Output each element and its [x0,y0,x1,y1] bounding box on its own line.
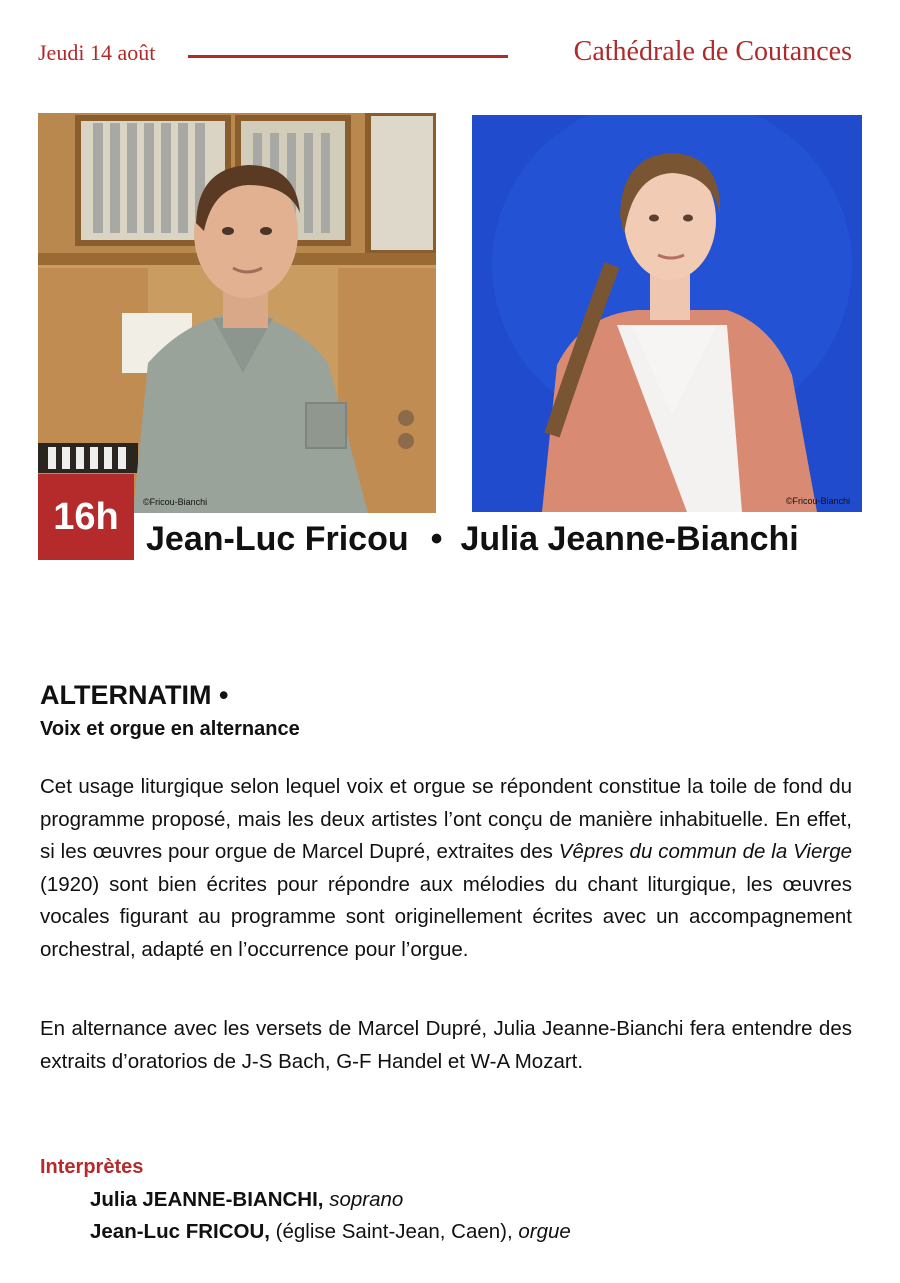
program-description [40,771,852,966]
interprete-item [90,1188,403,1212]
program-title: ALTERNATIM • [40,680,229,710]
concert-date: Jeudi 14 août [38,40,156,65]
singer-portrait-image [472,115,862,512]
performer-name: Jean-Luc Fricou [146,520,409,558]
interpretes-heading: Interprètes [40,1156,144,1178]
interprete-detail: (église Saint-Jean, Caen), [269,1220,519,1243]
work-title: Vêpres du commun de la Vierge [558,840,852,863]
photo-julia-jeanne-bianchi [472,115,862,512]
performers-line [146,520,799,559]
description-text: Cet usage liturgique selon lequel voix et orgue se répondent constitue la toile de fond du programme proposé, mais les deux artistes l’ont conçu de manière inhabituelle. En effet, si les œuvres pour orgue de Marcel Dupré, extraites des [40,775,852,863]
time-badge: 16h [38,474,134,560]
description-text: (1920) sont bien écrites pour répondre aux mélodies du chant liturgique, les œuvres vocales figurant au programme sont originellement écrites avec un accompagnement orchestral, adapté en l’occurrence pour l’orgue. [40,872,852,961]
organist-portrait-image [38,113,436,513]
interprete-name: Jean-Luc FRICOU, [90,1220,270,1243]
separator-bullet: • [430,520,443,558]
program-description-2: En alternance avec les versets de Marcel Dupré, Julia Jeanne-Bianchi fera entendre des extraits d’oratorios de J-S Bach, G-F Handel et W-A Mozart. [40,1017,852,1073]
interprete-item [90,1220,571,1244]
photo-credit: ©Fricou-Bianchi [785,496,850,506]
header-divider [188,55,508,58]
interprete-role: soprano [329,1188,404,1211]
program-subtitle: Voix et orgue en alternance [40,718,300,740]
interprete-name: Julia JEANNE-BIANCHI, [90,1188,324,1211]
photo-credit: ©Fricou-Bianchi [143,497,208,507]
performer-name: Julia Jeanne-Bianchi [460,520,799,558]
photo-jean-luc-fricou [38,113,436,513]
interprete-role: orgue [518,1220,571,1243]
concert-venue: Cathédrale de Coutances [573,36,852,67]
